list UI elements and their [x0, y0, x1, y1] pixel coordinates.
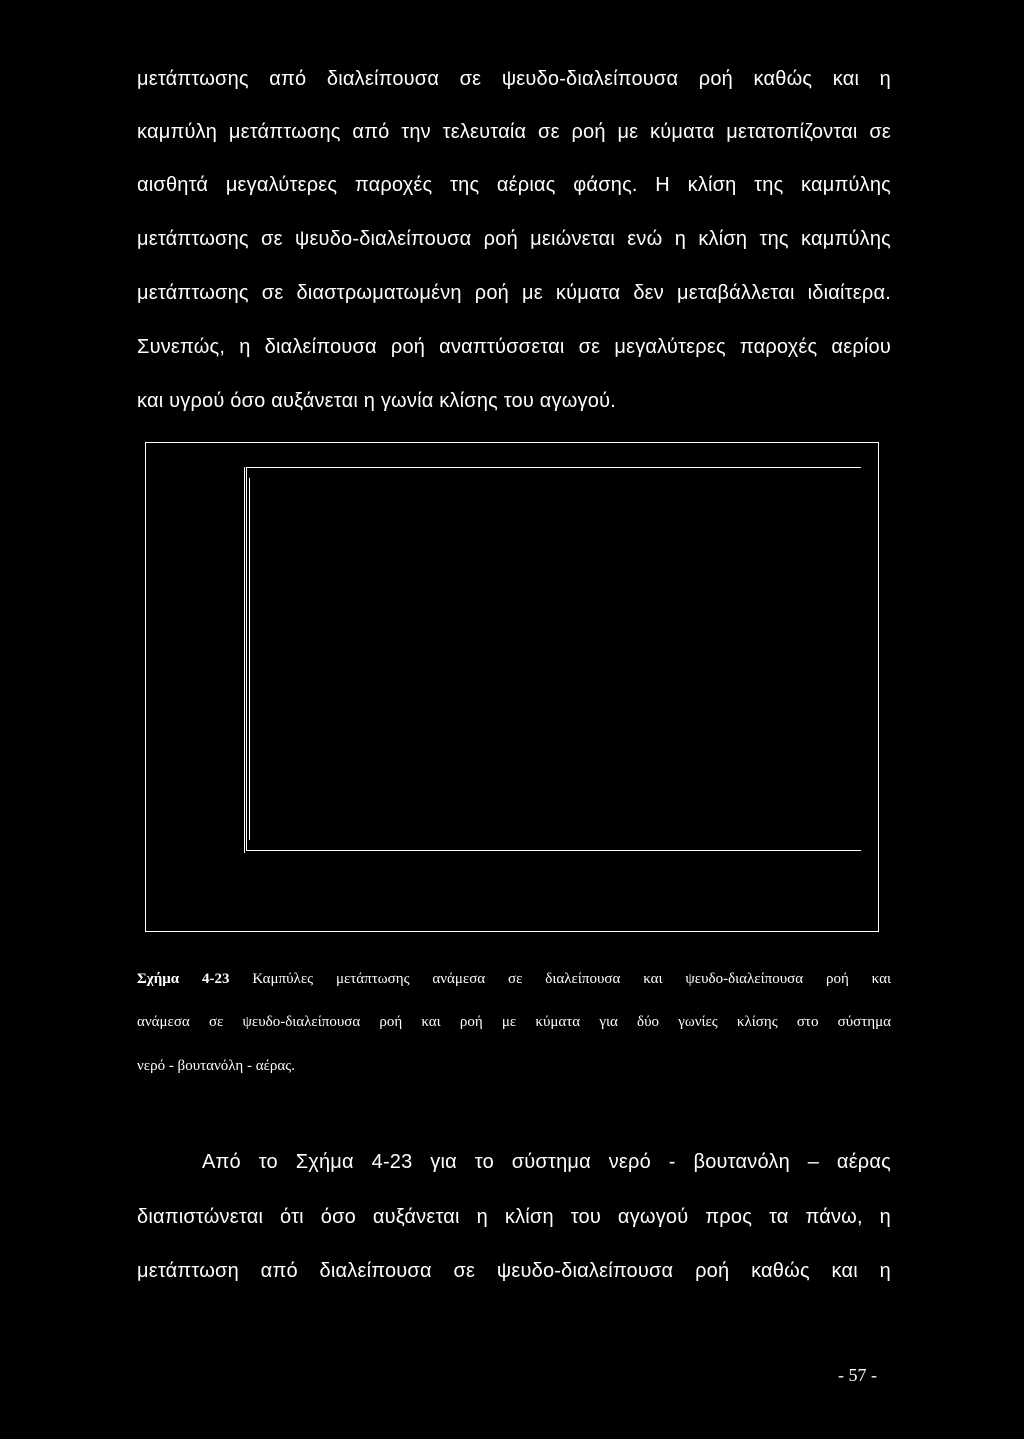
figure-caption-line	[137, 969, 891, 989]
figure-caption-line: νερό - βουτανόλη - αέρας.	[137, 1058, 295, 1074]
figure-caption-line: ανάμεσα σε ψευδο-διαλείπουσα ροή και ροή με κύματα για δύο γωνίες κλίσης στο σύστημα	[137, 1014, 891, 1030]
paragraph-1-line: μετάπτωσης σε διαστρωματωμένη ροή με κύματα δεν μεταβάλλεται ιδιαίτερα.	[137, 282, 891, 304]
figure-frame	[145, 442, 879, 932]
figure-plot-area	[246, 467, 861, 851]
paragraph-1-line: μετάπτωσης από διαλείπουσα σε ψευδο-διαλείπουσα ροή καθώς και η	[137, 68, 891, 90]
paragraph-2-line: μετάπτωση από διαλείπουσα σε ψευδο-διαλείπουσα ροή καθώς και η	[137, 1260, 891, 1282]
paragraph-1-line: Συνεπώς, η διαλείπουσα ροή αναπτύσσεται σε μεγαλύτερες παροχές αερίου	[137, 336, 891, 358]
page-number: - 57 -	[838, 1365, 877, 1385]
figure-caption-text: Καμπύλες μετάπτωσης ανάμεσα σε διαλείπουσα και ψευδο-διαλείπουσα ροή και	[229, 971, 891, 987]
figure-axis-inner-line	[249, 478, 250, 840]
figure-axis-line	[244, 467, 245, 853]
paragraph-1-line: αισθητά μεγαλύτερες παροχές της αέριας φάσης. Η κλίση της καμπύλης	[137, 174, 891, 196]
paragraph-2-line: διαπιστώνεται ότι όσο αυξάνεται η κλίση του αγωγού προς τα πάνω, η	[137, 1206, 891, 1228]
paragraph-1-line: και υγρού όσο αυξάνεται η γωνία κλίσης του αγωγού.	[137, 390, 616, 412]
paragraph-2-line: Από το Σχήμα 4-23 για το σύστημα νερό - βουτανόλη – αέρας	[202, 1151, 891, 1173]
paragraph-1-line: καμπύλη μετάπτωσης από την τελευταία σε ροή με κύματα μετατοπίζονται σε	[137, 121, 891, 143]
figure-caption-label: Σχήμα 4-23	[137, 971, 230, 987]
paragraph-1-line: μετάπτωσης σε ψευδο-διαλείπουσα ροή μειώνεται ενώ η κλίση της καμπύλης	[137, 228, 891, 250]
